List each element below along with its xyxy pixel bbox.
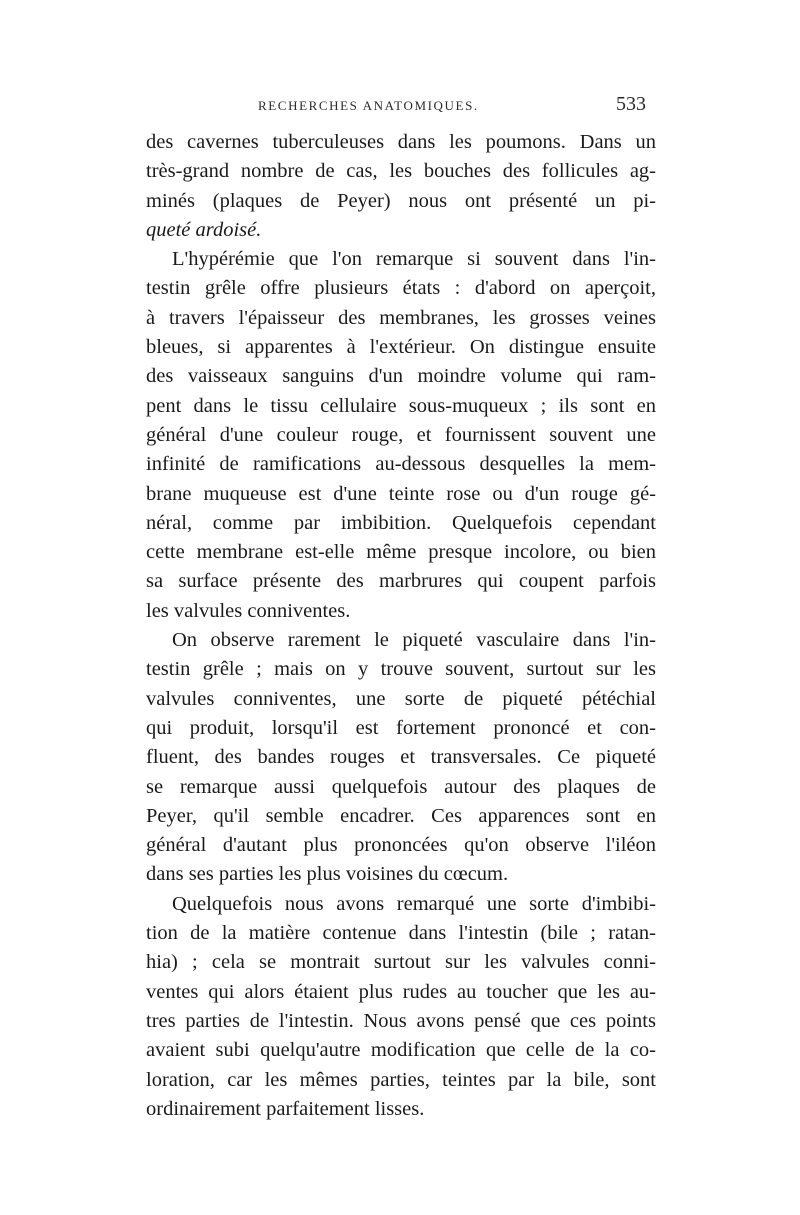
text-line: hia) ; cela se montrait surtout sur les valvules conni-	[146, 951, 656, 974]
text-line: Quelquefois nous avons remarqué une sorte d'imbibi-	[172, 892, 656, 915]
text-line: à travers l'épaisseur des membranes, les grosses veines	[146, 306, 656, 329]
text-line: Peyer, qu'il semble encadrer. Ces apparences sont en	[146, 804, 656, 827]
text-line: sa surface présente des marbrures qui coupent parfois	[146, 570, 656, 593]
text-line: néral, comme par imbibition. Quelquefois cependant	[146, 511, 656, 534]
text-line: pent dans le tissu cellulaire sous-muqueux ; ils sont en	[146, 394, 656, 417]
text-line: très-grand nombre de cas, les bouches des follicules ag-	[146, 160, 656, 183]
text-line: L'hypérémie que l'on remarque si souvent dans l'in-	[172, 248, 656, 271]
text-line: cette membrane est-elle même presque incolore, ou bien	[146, 541, 656, 564]
text-line: testin grêle offre plusieurs états : d'abord on aperçoit,	[146, 277, 656, 300]
text-line: tion de la matière contenue dans l'intestin (bile ; ratan-	[146, 922, 656, 945]
text-line: On observe rarement le piqueté vasculaire dans l'in-	[172, 629, 656, 652]
text-line: général d'une couleur rouge, et fournissent souvent une	[146, 423, 656, 446]
text-line: valvules conniventes, une sorte de piqueté pétéchial	[146, 687, 656, 710]
text-line: testin grêle ; mais on y trouve souvent, surtout sur les	[146, 658, 656, 681]
text-line: se remarque aussi quelquefois autour des plaques de	[146, 775, 656, 798]
text-line: loration, car les mêmes parties, teintes par la bile, sont	[146, 1068, 656, 1091]
text-line: général d'autant plus prononcées qu'on observe l'iléon	[146, 834, 656, 857]
text-line: ventes qui alors étaient plus rudes au toucher que les au-	[146, 980, 656, 1003]
body-text	[146, 128, 656, 1124]
text-line: bleues, si apparentes à l'extérieur. On distingue ensuite	[146, 336, 656, 359]
page-number: 533	[616, 93, 646, 115]
text-line: brane muqueuse est d'une teinte rose ou d'un rouge gé-	[146, 482, 656, 505]
text-line: avaient subi quelqu'autre modification que celle de la co-	[146, 1039, 656, 1062]
text-line: dans ses parties les plus voisines du cœcum.	[146, 863, 509, 886]
text-line: tres parties de l'intestin. Nous avons pensé que ces points	[146, 1009, 656, 1032]
text-line: infinité de ramifications au-dessous desquelles la mem-	[146, 453, 656, 476]
text-line: des cavernes tuberculeuses dans les poumons. Dans un	[146, 131, 656, 153]
text-line: queté ardoisé.	[146, 218, 262, 241]
running-head: RECHERCHES ANATOMIQUES.	[258, 98, 479, 113]
text-line: qui produit, lorsqu'il est fortement prononcé et con-	[146, 716, 656, 739]
text-line: ordinairement parfaitement lisses.	[146, 1097, 425, 1120]
text-line: les valvules conniventes.	[146, 599, 351, 622]
text-line: fluent, des bandes rouges et transversales. Ce piqueté	[146, 746, 656, 769]
text-line: des vaisseaux sanguins d'un moindre volume qui ram-	[146, 365, 656, 388]
text-line: minés (plaques de Peyer) nous ont présenté un pi-	[146, 189, 656, 212]
